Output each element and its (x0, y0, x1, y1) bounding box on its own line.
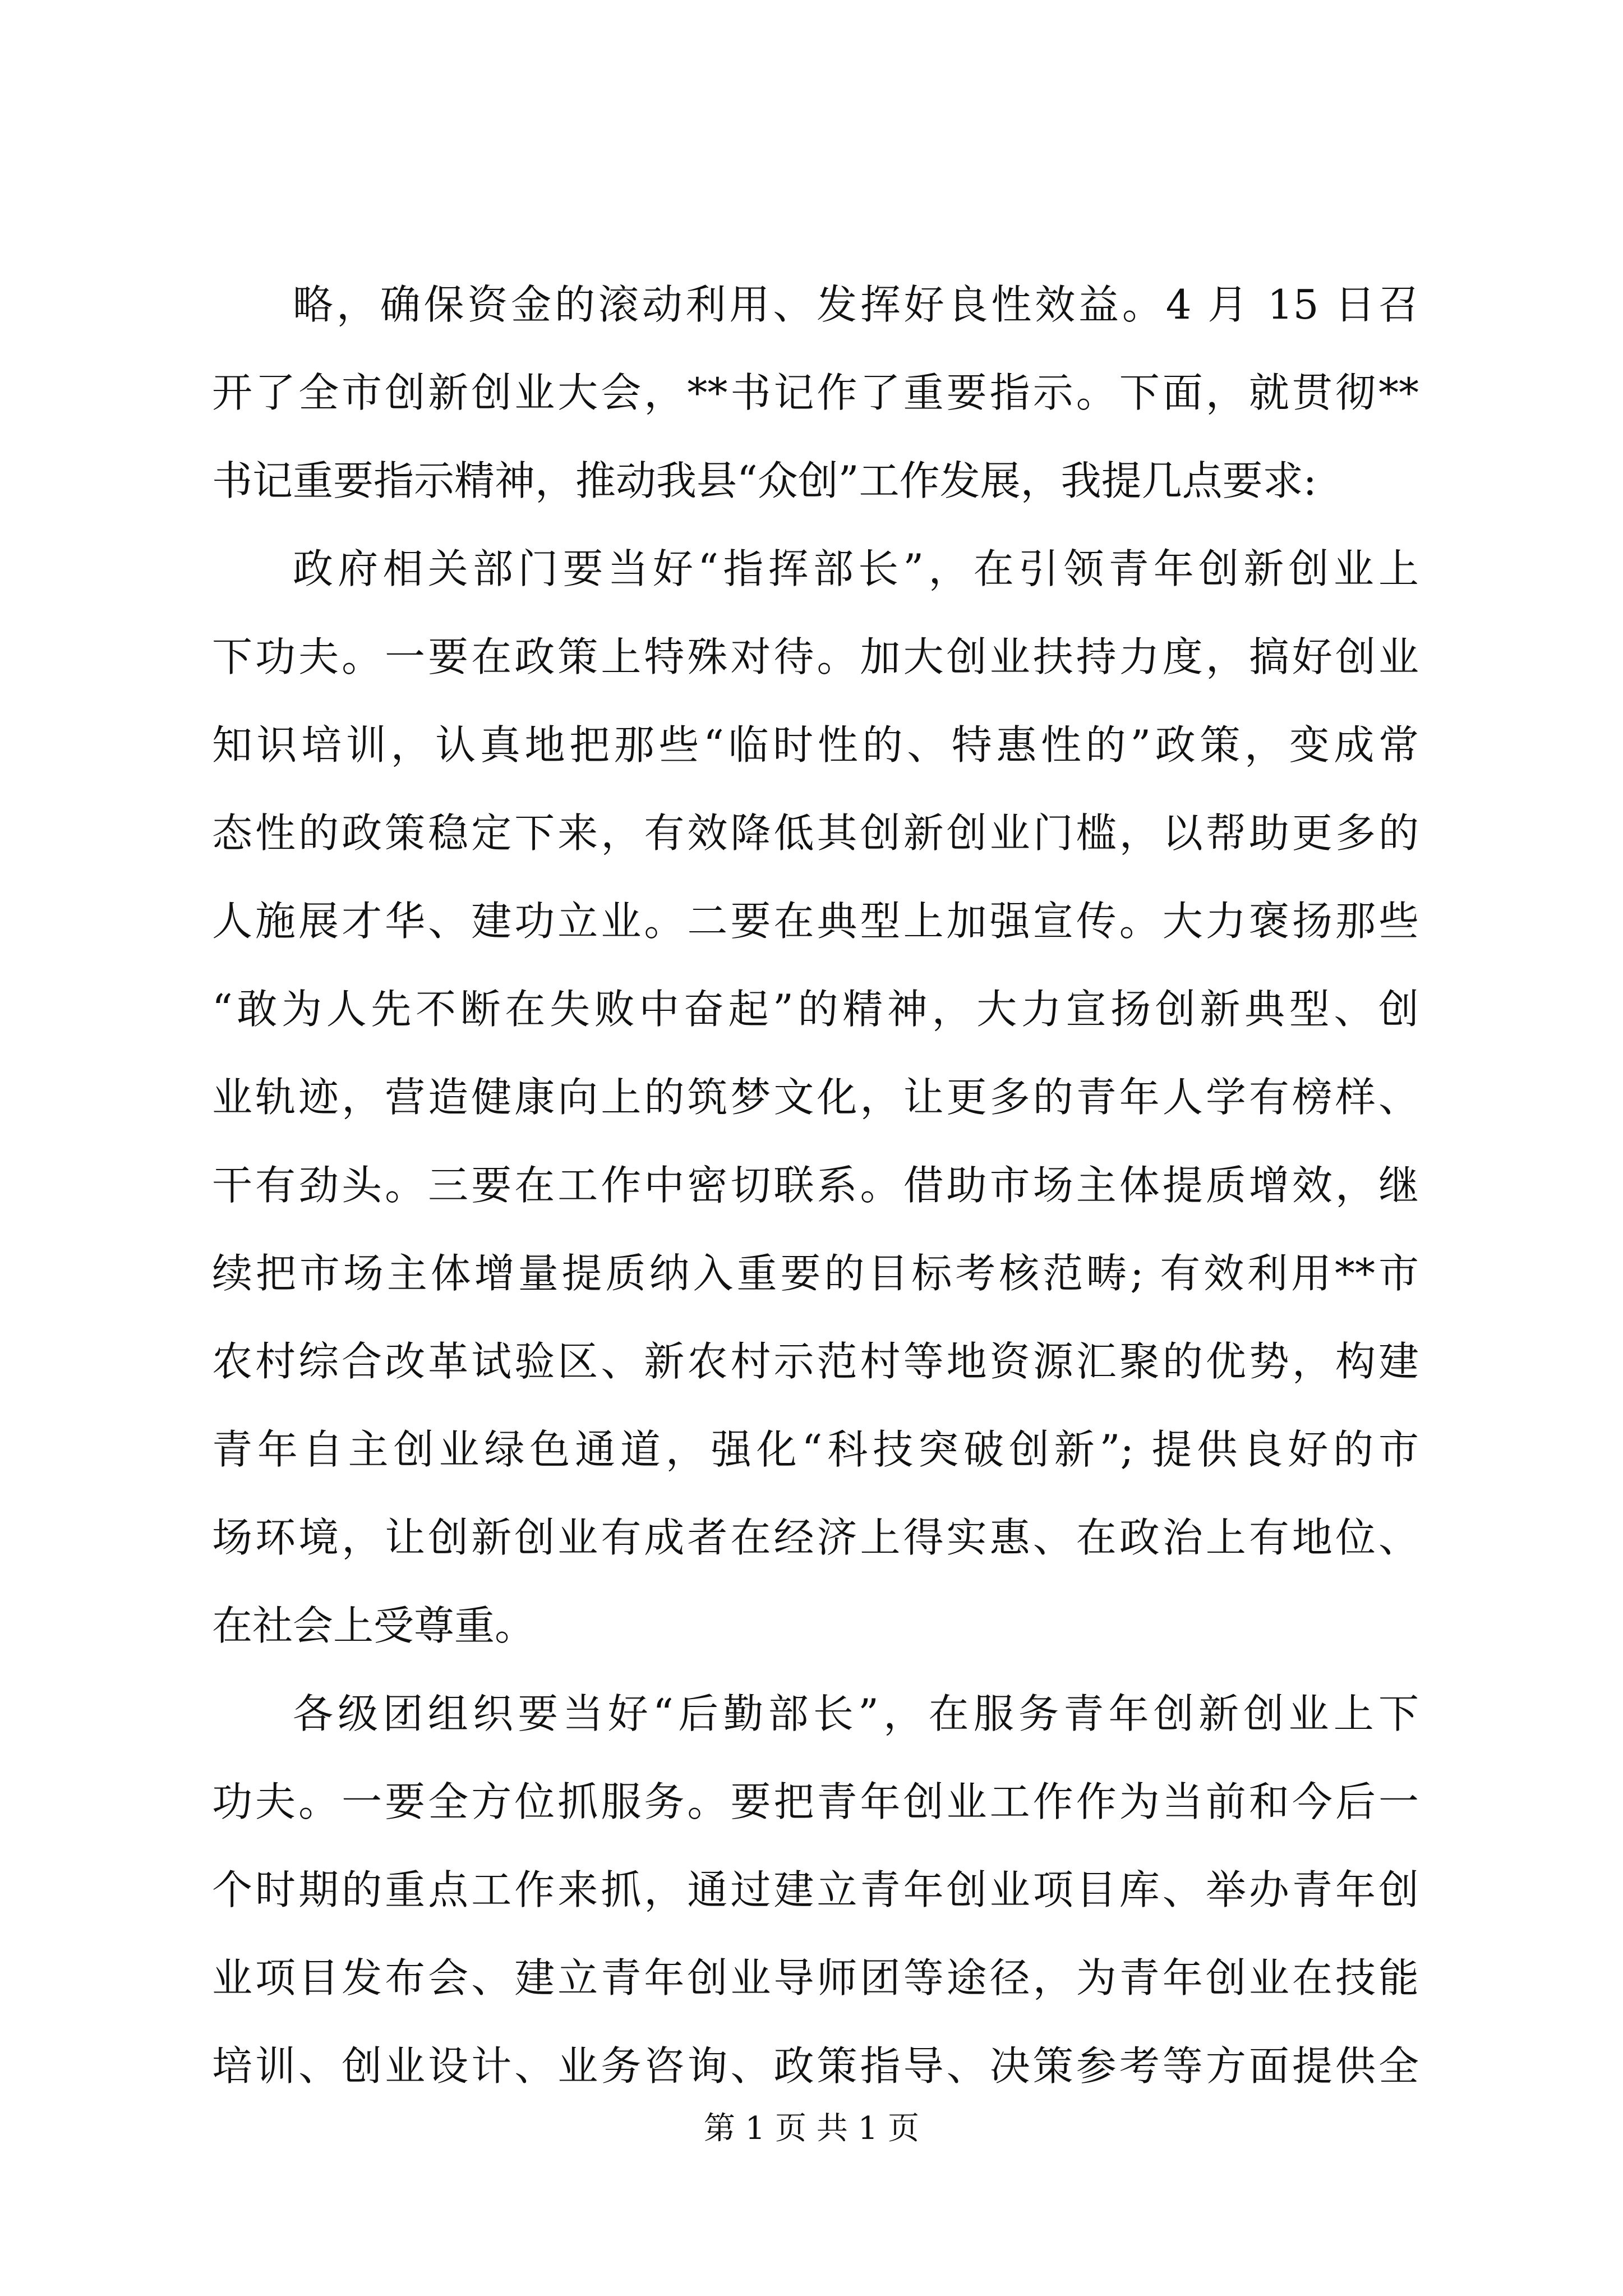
document-body (212, 261, 1419, 2110)
text-line: 农村综合改革试验区、新农村示范村等地资源汇聚的优势，构建 (212, 1338, 1419, 1385)
text-line: 在社会上受尊重。 (212, 1602, 536, 1649)
text-line: 业轨迹，营造健康向上的筑梦文化，让更多的青年人学有榜样、 (212, 1074, 1419, 1121)
text-line: 态性的政策稳定下来，有效降低其创新创业门槛，以帮助更多的 (212, 809, 1419, 857)
text-line: 场环境，让创新创业有成者在经济上得实惠、在政治上有地位、 (212, 1514, 1419, 1561)
text-line: 下功夫。一要在政策上特殊对待。加大创业扶持力度，搞好创业 (212, 633, 1419, 680)
text-line: 各级团组织要当好“后勤部长”，在服务青年创新创业上下 (293, 1690, 1419, 1737)
page-number-label: 第 1 页 共 1 页 (703, 2110, 920, 2147)
text-line: 功夫。一要全方位抓服务。要把青年创业工作作为当前和今后一 (212, 1778, 1419, 1825)
page-footer (0, 2106, 1623, 2151)
text-line: 书记重要指示精神，推动我县“众创”工作发展，我提几点要求: (212, 457, 1317, 504)
text-line: 略，确保资金的滚动利用、发挥好良性效益。4 月 15 日召 (293, 281, 1419, 328)
text-line: 政府相关部门要当好“指挥部长”，在引领青年创新创业上 (293, 545, 1419, 592)
text-line: “敢为人先不断在失败中奋起”的精神，大力宣扬创新典型、创 (212, 986, 1419, 1033)
text-line: 青年自主创业绿色通道，强化“科技突破创新”; 提供良好的市 (212, 1426, 1419, 1473)
text-line: 培训、创业设计、业务咨询、政策指导、决策参考等方面提供全 (212, 2042, 1419, 2090)
text-line: 人施展才华、建功立业。二要在典型上加强宣传。大力褒扬那些 (212, 898, 1419, 945)
text-line: 开了全市创新创业大会，**书记作了重要指示。下面，就贯彻** (212, 369, 1419, 416)
text-line: 个时期的重点工作来抓，通过建立青年创业项目库、举办青年创 (212, 1866, 1419, 1913)
text-line: 续把市场主体增量提质纳入重要的目标考核范畴; 有效利用**市 (212, 1250, 1419, 1297)
text-line: 干有劲头。三要在工作中密切联系。借助市场主体提质增效，继 (212, 1162, 1419, 1209)
text-line: 业项目发布会、建立青年创业导师团等途径，为青年创业在技能 (212, 1954, 1419, 2001)
text-line: 知识培训，认真地把那些“临时性的、特惠性的”政策，变成常 (212, 721, 1419, 769)
